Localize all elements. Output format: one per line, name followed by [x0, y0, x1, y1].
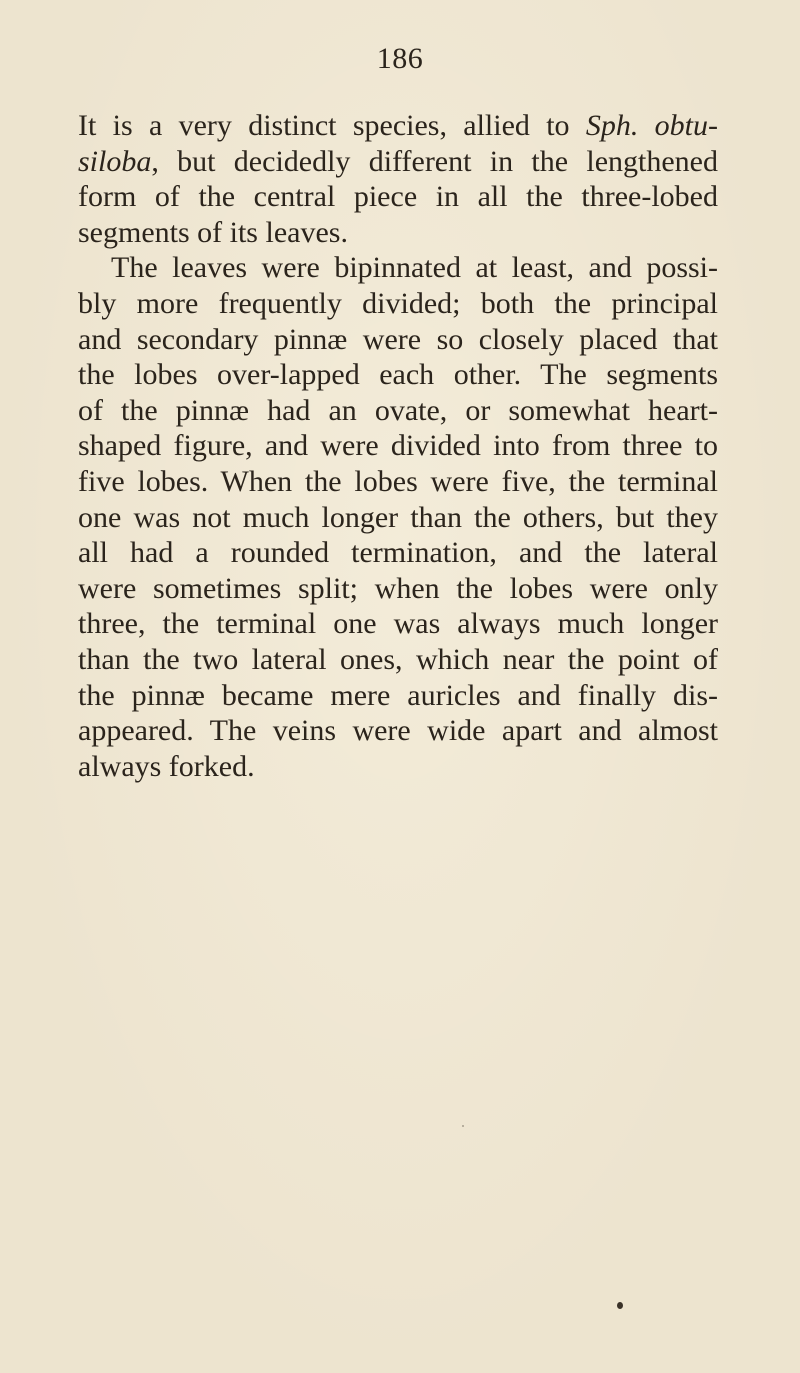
text-line — [78, 108, 718, 144]
text-line: always forked. — [78, 749, 255, 783]
species-name-italic: siloba — [78, 144, 152, 178]
page-number: 186 — [376, 42, 424, 75]
text-line: the pinnæ became mere auricles and finally dis- — [78, 678, 718, 712]
text-line: one was not much longer than the others, but they — [78, 500, 718, 534]
text-line: three, the terminal one was always much longer — [78, 607, 718, 641]
paper-speck — [617, 1302, 623, 1309]
text-line: segments of its leaves. — [78, 215, 348, 249]
species-name-italic: Sph. obtu- — [585, 109, 719, 142]
text-line: shaped figure, and were divided into from three to — [78, 429, 718, 463]
text-line: five lobes. When the lobes were five, the terminal — [78, 464, 718, 498]
body-text — [78, 108, 718, 784]
text-line: and secondary pinnæ were so closely placed that — [78, 322, 718, 356]
text-line: of the pinnæ had an ovate, or somewhat heart- — [78, 393, 718, 427]
text-line: than the two lateral ones, which near the point of — [78, 642, 718, 676]
text-line — [78, 144, 718, 180]
text-line: form of the central piece in all the three-lobed — [78, 180, 718, 214]
line-text: , but decidedly different in the lengthened — [151, 144, 718, 178]
text-line: The leaves were bipinnated at least, and possi- — [111, 251, 718, 285]
paper-speck — [462, 1125, 464, 1127]
text-line: the lobes over-lapped each other. The segments — [78, 358, 718, 392]
text-line: appeared. The veins were wide apart and almost — [78, 714, 718, 748]
text-line: all had a rounded termination, and the lateral — [78, 536, 718, 570]
text-line: bly more frequently divided; both the principal — [78, 286, 718, 320]
text-line: were sometimes split; when the lobes were only — [78, 571, 718, 605]
line-text: It is a very distinct species, allied to — [78, 109, 586, 142]
